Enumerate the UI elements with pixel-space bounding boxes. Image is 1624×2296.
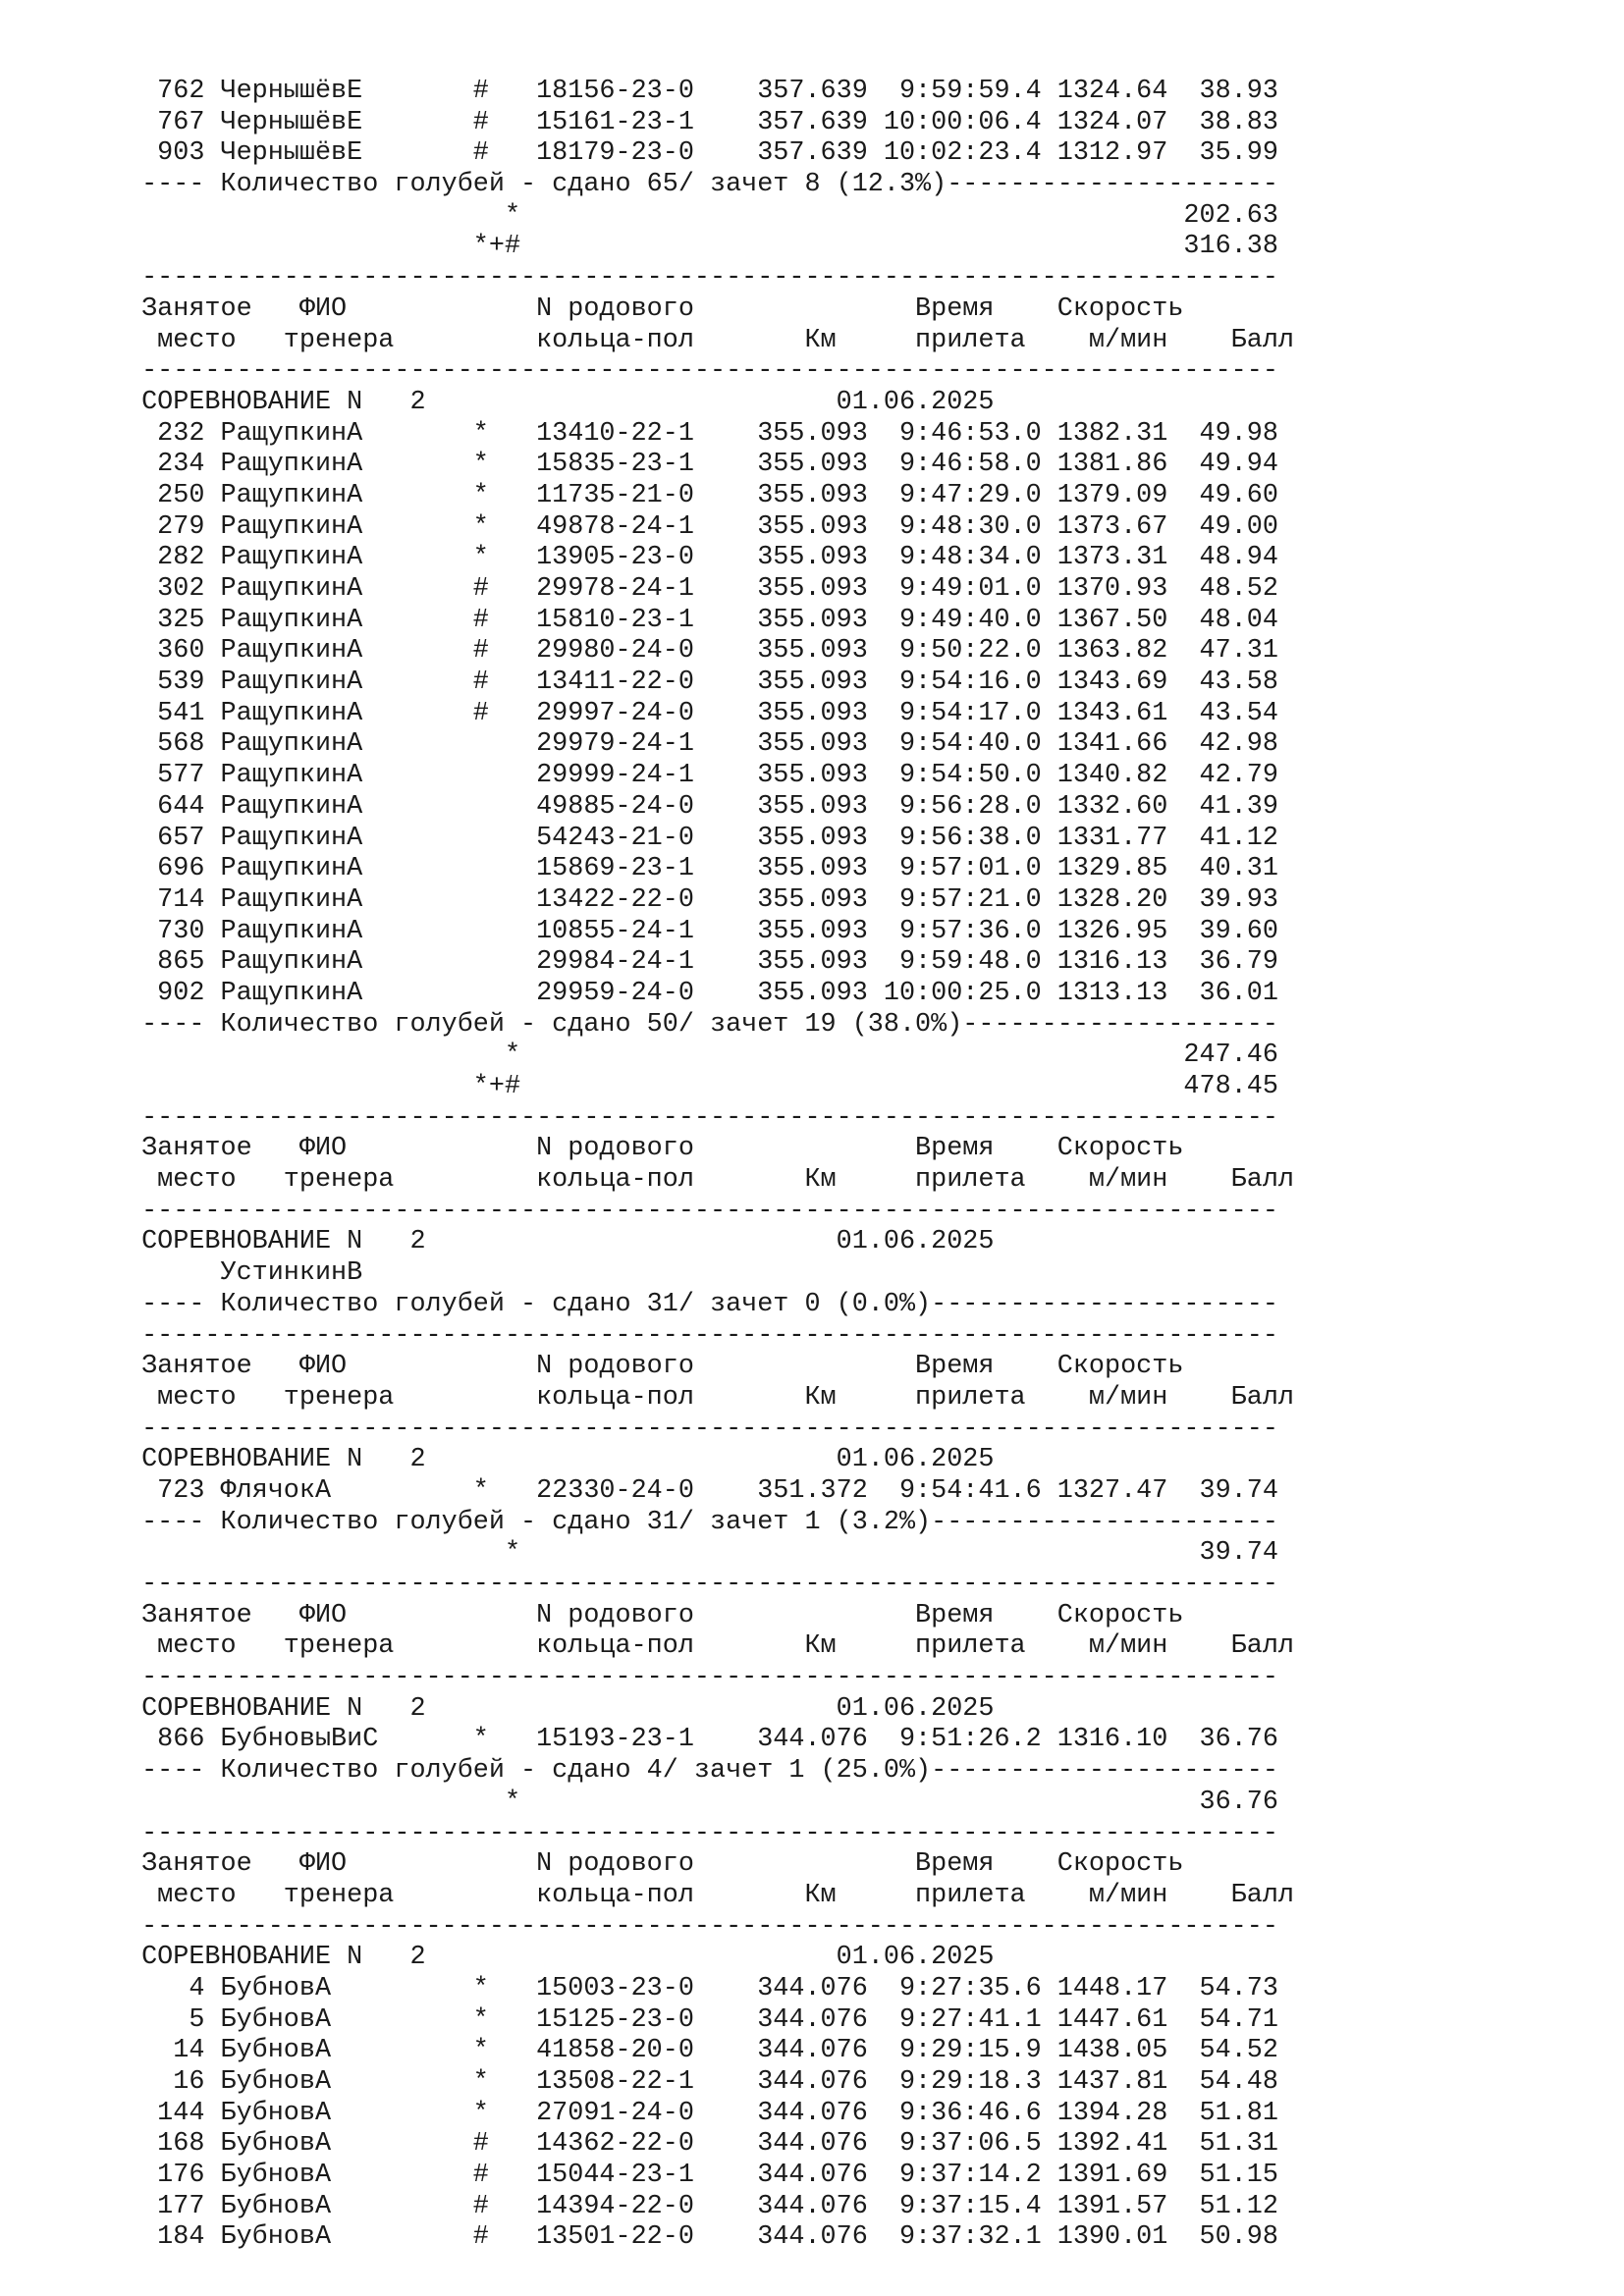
- summary-line: ---- Количество голубей - сдано 31/ зачет 1 (3.2%)----------------------: [126, 1507, 1278, 1537]
- divider: ------------------------------------------------------------------------: [126, 1570, 1278, 1599]
- header-line: Занятое ФИО N родового Время Скорость: [126, 1134, 1184, 1164]
- summary-line: ---- Количество голубей - сдано 65/ зачет 8 (12.3%)---------------------: [126, 170, 1278, 200]
- header-line: место тренера кольца-пол Км прилета м/мин Балл: [126, 1165, 1294, 1196]
- total-line: *+# 478.45: [126, 1072, 1278, 1101]
- report-line: 866 БубновыВиС * 15193-23-1 344.076 9:51:26.2 1316.10 36.76: [126, 1725, 1278, 1755]
- report-line: 696 РащупкинА 15869-23-1 355.093 9:57:01.0 1329.85 40.31: [126, 854, 1278, 884]
- divider: ------------------------------------------------------------------------: [126, 356, 1278, 387]
- divider: ------------------------------------------------------------------------: [126, 1196, 1278, 1226]
- summary-line: ---- Количество голубей - сдано 31/ зачет 0 (0.0%)----------------------: [126, 1289, 1278, 1319]
- report-line: 865 РащупкинА 29984-24-1 355.093 9:59:48.0 1316.13 36.79: [126, 947, 1278, 978]
- report-line: 250 РащупкинА * 11735-21-0 355.093 9:47:29.0 1379.09 49.60: [126, 480, 1278, 510]
- report-line: 184 БубновА # 13501-22-0 344.076 9:37:32.1 1390.01 50.98: [126, 2222, 1278, 2253]
- competition-line: СОРЕВНОВАНИЕ N 2 01.06.2025: [126, 1943, 995, 1973]
- divider: ------------------------------------------------------------------------: [126, 1911, 1278, 1942]
- total-line: * 202.63: [126, 200, 1278, 231]
- header-line: Занятое ФИО N родового Время Скорость: [126, 1600, 1184, 1630]
- total-line: *+# 316.38: [126, 232, 1278, 262]
- competition-line: СОРЕВНОВАНИЕ N 2 01.06.2025: [126, 387, 995, 417]
- report-line: 144 БубновА * 27091-24-0 344.076 9:36:46.6 1394.28 51.81: [126, 2098, 1278, 2128]
- report-line: 4 БубновА * 15003-23-0 344.076 9:27:35.6 1448.17 54.73: [126, 1973, 1278, 2003]
- report-line: 644 РащупкинА 49885-24-0 355.093 9:56:28.0 1332.60 41.39: [126, 791, 1278, 822]
- header-line: Занятое ФИО N родового Время Скорость: [126, 294, 1184, 324]
- competition-line: СОРЕВНОВАНИЕ N 2 01.06.2025: [126, 1445, 995, 1475]
- header-line: место тренера кольца-пол Км прилета м/мин Балл: [126, 1382, 1294, 1413]
- report-line: 16 БубновА * 13508-22-1 344.076 9:29:18.3 1437.81 54.48: [126, 2067, 1278, 2097]
- report-line: 282 РащупкинА * 13905-23-0 355.093 9:48:34.0 1373.31 48.94: [126, 543, 1278, 573]
- report-line: 177 БубновА # 14394-22-0 344.076 9:37:15.4 1391.57 51.12: [126, 2191, 1278, 2221]
- report-line: 5 БубновА * 15125-23-0 344.076 9:27:41.1 1447.61 54.71: [126, 2004, 1278, 2035]
- total-line: * 247.46: [126, 1041, 1278, 1071]
- report-line: 360 РащупкинА # 29980-24-0 355.093 9:50:22.0 1363.82 47.31: [126, 636, 1278, 667]
- report-line: 325 РащупкинА # 15810-23-1 355.093 9:49:40.0 1367.50 48.04: [126, 605, 1278, 635]
- divider: ------------------------------------------------------------------------: [126, 1320, 1278, 1351]
- divider: ------------------------------------------------------------------------: [126, 1102, 1278, 1133]
- report-line: 14 БубновА * 41858-20-0 344.076 9:29:15.9 1438.05 54.52: [126, 2036, 1278, 2066]
- header-line: место тренера кольца-пол Км прилета м/мин Балл: [126, 1631, 1294, 1662]
- competition-line: СОРЕВНОВАНИЕ N 2 01.06.2025: [126, 1227, 995, 1257]
- header-line: место тренера кольца-пол Км прилета м/мин Балл: [126, 325, 1294, 355]
- report-line: 903 ЧернышёвЕ # 18179-23-0 357.639 10:02:23.4 1312.97 35.99: [126, 138, 1278, 169]
- report-line: 234 РащупкинА * 15835-23-1 355.093 9:46:58.0 1381.86 49.94: [126, 450, 1278, 480]
- report-line: 168 БубновА # 14362-22-0 344.076 9:37:06.5 1392.41 51.31: [126, 2129, 1278, 2160]
- header-line: Занятое ФИО N родового Время Скорость: [126, 1352, 1184, 1382]
- report-line: 767 ЧернышёвЕ # 15161-23-1 357.639 10:00:06.4 1324.07 38.83: [126, 107, 1278, 137]
- header-line: место тренера кольца-пол Км прилета м/мин Балл: [126, 1880, 1294, 1910]
- report-line: 541 РащупкинА # 29997-24-0 355.093 9:54:17.0 1343.61 43.54: [126, 698, 1278, 728]
- total-line: * 39.74: [126, 1538, 1278, 1569]
- report-line: 539 РащупкинА # 13411-22-0 355.093 9:54:16.0 1343.69 43.58: [126, 667, 1278, 698]
- header-line: Занятое ФИО N родового Время Скорость: [126, 1849, 1184, 1880]
- report-line: 730 РащупкинА 10855-24-1 355.093 9:57:36.0 1326.95 39.60: [126, 916, 1278, 946]
- divider: ------------------------------------------------------------------------: [126, 263, 1278, 294]
- divider: ------------------------------------------------------------------------: [126, 1414, 1278, 1444]
- report-line: 568 РащупкинА 29979-24-1 355.093 9:54:40.0 1341.66 42.98: [126, 729, 1278, 760]
- results-report: [126, 77, 1520, 2254]
- report-line: 902 РащупкинА 29959-24-0 355.093 10:00:25.0 1313.13 36.01: [126, 978, 1278, 1008]
- report-line: 232 РащупкинА * 13410-22-1 355.093 9:46:53.0 1382.31 49.98: [126, 418, 1278, 449]
- report-line: 302 РащупкинА # 29978-24-1 355.093 9:49:01.0 1370.93 48.52: [126, 574, 1278, 604]
- report-line: 176 БубновА # 15044-23-1 344.076 9:37:14.2 1391.69 51.15: [126, 2161, 1278, 2191]
- divider: ------------------------------------------------------------------------: [126, 1818, 1278, 1848]
- report-line: 714 РащупкинА 13422-22-0 355.093 9:57:21.0 1328.20 39.93: [126, 884, 1278, 915]
- report-line: УстинкинВ: [126, 1258, 363, 1289]
- report-line: 657 РащупкинА 54243-21-0 355.093 9:56:38.0 1331.77 41.12: [126, 823, 1278, 853]
- report-line: 762 ЧернышёвЕ # 18156-23-0 357.639 9:59:59.4 1324.64 38.93: [126, 77, 1278, 106]
- summary-line: ---- Количество голубей - сдано 4/ зачет 1 (25.0%)----------------------: [126, 1756, 1278, 1787]
- total-line: * 36.76: [126, 1787, 1278, 1817]
- report-line: 279 РащупкинА * 49878-24-1 355.093 9:48:30.0 1373.67 49.00: [126, 511, 1278, 542]
- report-line: 723 ФлячокА * 22330-24-0 351.372 9:54:41.6 1327.47 39.74: [126, 1475, 1278, 1506]
- competition-line: СОРЕВНОВАНИЕ N 2 01.06.2025: [126, 1693, 995, 1724]
- summary-line: ---- Количество голубей - сдано 50/ зачет 19 (38.0%)--------------------: [126, 1009, 1278, 1040]
- report-line: 577 РащупкинА 29999-24-1 355.093 9:54:50.0 1340.82 42.79: [126, 761, 1278, 791]
- divider: ------------------------------------------------------------------------: [126, 1663, 1278, 1693]
